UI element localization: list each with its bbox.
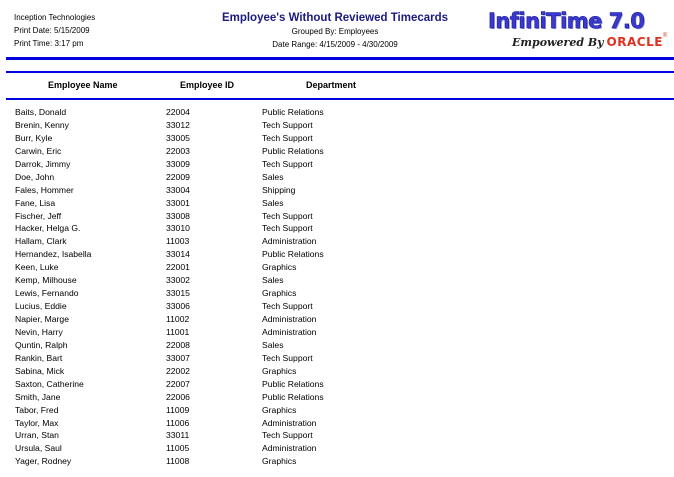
column-header-department: Department: [306, 80, 357, 90]
employee-id-cell: 22001: [166, 262, 190, 273]
employee-id-cell: 33007: [166, 352, 190, 363]
department-cell: Tech Support: [262, 158, 313, 169]
column-header-employee-id: Employee ID: [180, 80, 235, 90]
oracle-logo: ORACLE: [606, 35, 663, 49]
employee-id-cell: 22009: [166, 171, 190, 182]
table-row: [0, 391, 674, 404]
logo-product-name: InfiniTime 7.0: [488, 9, 645, 33]
department-cell: Sales: [262, 197, 284, 208]
column-header-top-rule: [6, 71, 674, 73]
employee-name-cell: Tabor, Fred: [15, 404, 59, 415]
employee-id-cell: 33004: [166, 184, 190, 195]
table-row: [0, 158, 674, 171]
infinitime-logo: [484, 9, 668, 51]
column-header-employee-name: Employee Name: [48, 80, 118, 90]
table-row: [0, 300, 674, 313]
table-row: [0, 261, 674, 274]
employee-id-cell: 33006: [166, 301, 190, 312]
employee-name-cell: Darrok, Jimmy: [15, 158, 71, 169]
print-date: Print Date: 5/15/2009: [14, 26, 90, 35]
table-row: [0, 184, 674, 197]
employee-name-cell: Taylor, Max: [15, 417, 59, 428]
employee-name-cell: Rankin, Bart: [15, 352, 63, 363]
table-row: [0, 378, 674, 391]
column-header-bottom-rule: [6, 98, 674, 100]
employee-name-cell: Saxton, Catherine: [15, 378, 84, 389]
department-cell: Administration: [262, 443, 317, 454]
header-divider: [6, 57, 674, 60]
employee-name-cell: Carwin, Eric: [15, 145, 62, 156]
employee-name-cell: Keen, Luke: [15, 262, 59, 273]
employee-id-cell: 22006: [166, 391, 190, 402]
employee-name-cell: Ursula, Saul: [15, 443, 62, 454]
employee-name-cell: Hacker, Helga G.: [15, 223, 81, 234]
department-cell: Tech Support: [262, 119, 313, 130]
table-row: [0, 119, 674, 132]
employee-id-cell: 33001: [166, 197, 190, 208]
print-time: Print Time: 3:17 pm: [14, 39, 84, 48]
employee-name-cell: Sabina, Mick: [15, 365, 65, 376]
employee-id-cell: 22007: [166, 378, 190, 389]
employee-name-cell: Doe, John: [15, 171, 55, 182]
company-name: Inception Technologies: [14, 13, 96, 22]
table-row: [0, 274, 674, 287]
department-cell: Public Relations: [262, 145, 324, 156]
department-cell: Administration: [262, 417, 317, 428]
employee-id-cell: 11006: [166, 417, 190, 428]
department-cell: Graphics: [262, 365, 297, 376]
employee-name-cell: Brenin, Kenny: [15, 119, 69, 130]
employee-id-cell: 33014: [166, 249, 190, 260]
table-row: [0, 171, 674, 184]
table-row: [0, 197, 674, 210]
employee-name-cell: Smith, Jane: [15, 391, 61, 402]
employee-name-cell: Fales, Hommer: [15, 184, 74, 195]
employee-id-cell: 22008: [166, 339, 190, 350]
date-range: Date Range: 4/15/2009 - 4/30/2009: [272, 40, 398, 49]
employee-id-cell: 33011: [166, 430, 190, 441]
table-row: [0, 106, 674, 119]
employee-name-cell: Baits, Donald: [15, 107, 67, 117]
department-cell: Public Relations: [262, 107, 324, 117]
employee-id-cell: 33002: [166, 275, 190, 286]
table-row: [0, 365, 674, 378]
table-row: [0, 287, 674, 300]
department-cell: Graphics: [262, 262, 297, 273]
table-row: [0, 429, 674, 442]
department-cell: Shipping: [262, 184, 296, 195]
department-cell: Public Relations: [262, 378, 324, 389]
employee-id-cell: 11001: [166, 326, 190, 337]
department-cell: Graphics: [262, 456, 297, 467]
table-row: [0, 132, 674, 145]
employee-id-cell: 22003: [166, 145, 190, 156]
report-heading: [210, 11, 460, 51]
table-row: [0, 339, 674, 352]
employee-id-cell: 11008: [166, 456, 190, 467]
table-row: [0, 313, 674, 326]
table-row: [0, 455, 674, 468]
employee-id-cell: 33008: [166, 210, 190, 221]
employee-id-cell: 22004: [166, 107, 190, 117]
employee-name-cell: Burr, Kyle: [15, 132, 53, 143]
table-row: [0, 417, 674, 430]
department-cell: Graphics: [262, 288, 297, 299]
employee-id-cell: 22002: [166, 365, 190, 376]
employee-id-cell: 33010: [166, 223, 190, 234]
employee-name-cell: Quntin, Ralph: [15, 339, 68, 350]
department-cell: Tech Support: [262, 352, 313, 363]
department-cell: Sales: [262, 275, 284, 286]
employee-name-cell: Urran, Stan: [15, 430, 59, 441]
table-row: [0, 404, 674, 417]
employee-name-cell: Lucius, Eddie: [15, 301, 67, 312]
employee-id-cell: 11003: [166, 236, 190, 247]
department-cell: Tech Support: [262, 210, 313, 221]
employee-name-cell: Kemp, Milhouse: [15, 275, 77, 286]
department-cell: Administration: [262, 326, 317, 337]
employee-id-cell: 33012: [166, 119, 190, 130]
employee-name-cell: Fane, Lisa: [15, 197, 56, 208]
table-row: [0, 210, 674, 223]
table-row: [0, 235, 674, 248]
department-cell: Tech Support: [262, 301, 313, 312]
employee-table-body: [0, 106, 674, 468]
employee-id-cell: 33005: [166, 132, 190, 143]
department-cell: Tech Support: [262, 132, 313, 143]
employee-name-cell: Yager, Rodney: [15, 456, 72, 467]
department-cell: Graphics: [262, 404, 297, 415]
employee-name-cell: Fischer, Jeff: [15, 210, 62, 221]
department-cell: Tech Support: [262, 430, 313, 441]
grouped-by: Grouped By: Employees: [291, 27, 379, 36]
table-row: [0, 442, 674, 455]
employee-id-cell: 33009: [166, 158, 190, 169]
employee-name-cell: Hernandez, Isabella: [15, 249, 92, 260]
employee-id-cell: 11002: [166, 314, 190, 324]
table-row: [0, 352, 674, 365]
department-cell: Public Relations: [262, 391, 324, 402]
employee-name-cell: Nevin, Harry: [15, 326, 63, 337]
employee-name-cell: Hallam, Clark: [15, 236, 67, 247]
employee-id-cell: 33015: [166, 288, 190, 299]
employee-name-cell: Lewis, Fernando: [15, 288, 79, 299]
table-row: [0, 222, 674, 235]
department-cell: Public Relations: [262, 249, 324, 260]
table-row: [0, 145, 674, 158]
department-cell: Tech Support: [262, 223, 313, 234]
table-row: [0, 248, 674, 261]
employee-id-cell: 11009: [166, 404, 190, 415]
report-meta: [14, 11, 95, 50]
department-cell: Administration: [262, 236, 317, 247]
registered-mark-icon: ®: [662, 33, 668, 39]
report-title: Employee's Without Reviewed Timecards: [221, 12, 449, 24]
logo-empowered-by: Empowered By: [512, 36, 604, 49]
table-row: [0, 326, 674, 339]
employee-name-cell: Napier, Marge: [15, 314, 69, 324]
department-cell: Sales: [262, 171, 284, 182]
department-cell: Sales: [262, 339, 284, 350]
logo-tagline: [512, 33, 667, 51]
department-cell: Administration: [262, 314, 317, 324]
employee-id-cell: 11005: [166, 443, 190, 454]
